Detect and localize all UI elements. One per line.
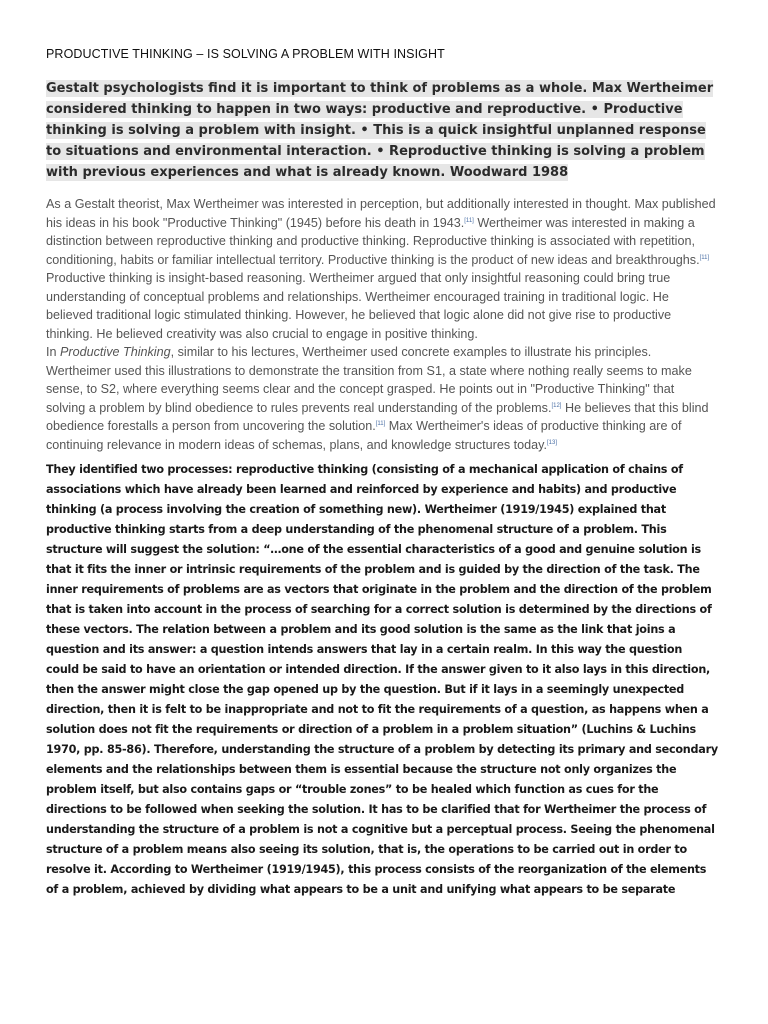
article-text-6: Max Wertheimer's ideas of productive thinking are of continuing relevance in modern ideas of schemas, plans, and knowledge structures today. bbox=[46, 419, 682, 452]
book-title-italic: Productive Thinking bbox=[60, 345, 171, 359]
citation-link[interactable]: [11] bbox=[464, 217, 474, 224]
article-text-5: He believes that this blind obedience forestalls a person from uncovering the solution. bbox=[46, 400, 709, 433]
quote-text: Gestalt psychologists find it is important to think of problems as a whole. Max Wertheimer considered thinking to happen in two ways: productive and reproductive. • Productive thinking is solving a problem with insight. • This is a quick insightful unplanned response to situations and environmental interaction. • Reproductive thinking is solving a problem with previous experiences and what is already known. Woodward 1988 bbox=[46, 81, 714, 180]
citation-link[interactable]: [11] bbox=[699, 254, 710, 261]
article-text-2: Wertheimer was interested in making a distinction between reproductive thinking and productive thinking. Reproductive thinking is associated with repetition, conditioning, habits or familiar intellectual territory. Productive thinking is the product of new ideas and breakthroughs. bbox=[46, 215, 700, 267]
citation-link[interactable]: [13] bbox=[547, 439, 558, 446]
document-title: PRODUCTIVE THINKING – IS SOLVING A PROBLEM WITH INSIGHT bbox=[46, 47, 445, 61]
article-text-3: Productive thinking is insight-based reasoning. Wertheimer argued that only insightful reasoning could bring true understanding of conceptual problems and relationships. Wertheimer encouraged training in traditional logic. He believed traditional logic stimulated thinking. However, he believed that logic alone did not give rise to productive thinking. He believed creativity was also crucial to engage in positive thinking. bbox=[46, 271, 672, 341]
article-text-4a: In bbox=[46, 345, 61, 359]
article-text-1: As a Gestalt theorist, Max Wertheimer was interested in perception, but additionally interested in thought. Max published his ideas in his book "Productive Thinking" (1945) before his death in 1943. bbox=[46, 197, 716, 230]
body-paragraph: They identified two processes: reproductive thinking (consisting of a mechanical application of chains of associations which have already been learned and reinforced by experience and habits) and productive thinking (a process involving the creation of something new). Wertheimer (1919/1945) explained that productive thinking starts from a deep understanding of the phenomenal structure of a problem. This structure will suggest the solution: “…one of the essential characteristics of a good and genuine solution is that it fits the inner or intrinsic requirements of the problem and is guided by the direction of the task. The inner requirements of problems are as vectors that originate in the problem and the direction of the problem that is taken into account in the process of searching for a correct solution is determined by the directions of these vectors. The relation between a problem and its good solution is the same as the link that joins a question and its answer: a question intends answers that lay in a certain realm. In this way the question could be said to have an orientation or intended direction. If the answer given to it also lays in this direction, then the answer might close the gap opened up by the question. But if it lays in a seemingly unexpected direction, then it is felt to be inappropriate and not to fit the requirements of a question, as happens when a solution does not fit the requirements or direction of a problem in a problem situation” (Luchins & Luchins 1970, pp. 85-86). Therefore, understanding the structure of a problem by detecting its primary and secondary elements and the relationships between them is essential because the structure not only organizes the problem itself, but also contains gaps or “trouble zones” to be healed which function as cues for the directions to be followed when seeking the solution. It has to be clarified that for Wertheimer the process of understanding the structure of a problem is not a cognitive but a perceptual process. Seeing the phenomenal structure of a problem means also seeing its solution, that is, the operations to be carried out in order to resolve it. According to Wertheimer (1919/1945), this process consists of the reorganization of the elements of a problem, achieved by dividing what appears to be a unit and unifying what appears to be separate bbox=[46, 463, 718, 896]
citation-link[interactable]: [12] bbox=[551, 402, 562, 409]
article-text-4b: , similar to his lectures, Wertheimer used concrete examples to illustrate his principles. Wertheimer used this illustrations to demonstrate the transition from S1, a state where nothing really seems to make sense, to S2, where everything seems clear and the concept grasped. He points out in "Productive Thinking" that solving a problem by blind obedience to rules prevents real understanding of the problems. bbox=[46, 345, 692, 415]
article-paragraph bbox=[46, 195, 716, 454]
citation-link[interactable]: [11] bbox=[375, 421, 386, 427]
highlighted-quote bbox=[46, 78, 714, 183]
